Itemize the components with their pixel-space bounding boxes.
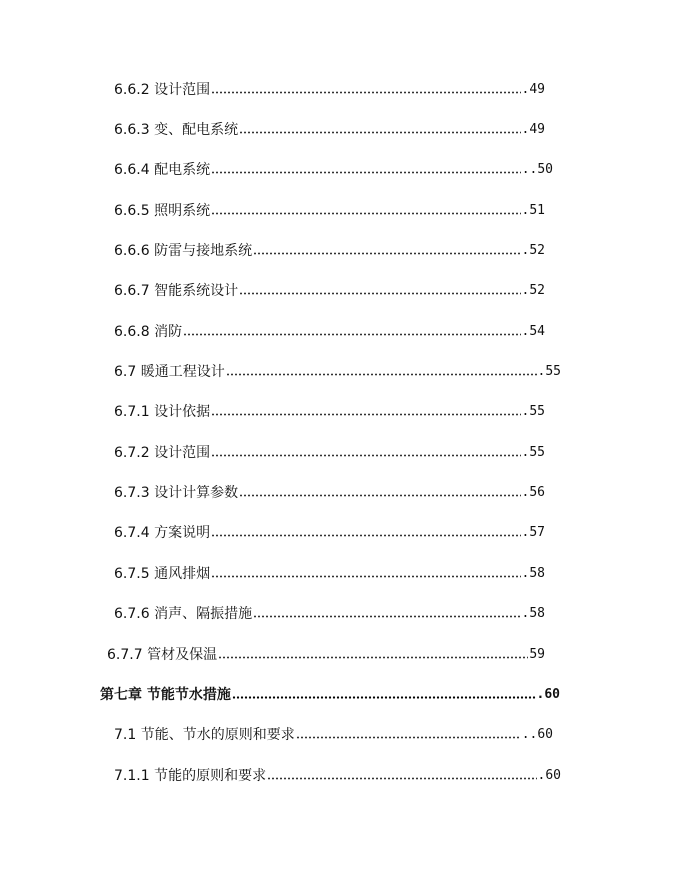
toc-entry-6-7-2[interactable] bbox=[114, 441, 545, 465]
toc-dot-leader bbox=[253, 615, 520, 618]
toc-entry-title: 6.7.4 方案说明 bbox=[114, 525, 211, 541]
toc-dot-leader bbox=[239, 292, 520, 295]
toc-entry-page: .55 bbox=[521, 445, 545, 460]
toc-dot-leader bbox=[211, 575, 520, 578]
toc-entry-page: .55 bbox=[537, 364, 561, 379]
toc-entry-page: ..50 bbox=[521, 162, 553, 177]
toc-entry-6-6-4[interactable] bbox=[114, 158, 553, 182]
toc-entry-page: .49 bbox=[521, 122, 545, 137]
toc-entry-6-6-6[interactable] bbox=[114, 239, 545, 263]
toc-entry-6-7-6[interactable] bbox=[114, 602, 545, 626]
toc-entry-page: .60 bbox=[537, 768, 561, 783]
toc-entry-page: .52 bbox=[521, 243, 545, 258]
toc-entry-6-7[interactable] bbox=[114, 360, 561, 384]
toc-entry-title: 6.6.3 变、配电系统 bbox=[114, 122, 239, 138]
toc-entry-6-6-5[interactable] bbox=[114, 199, 545, 223]
toc-entry-6-7-7[interactable] bbox=[107, 643, 545, 667]
toc-dot-leader bbox=[218, 656, 528, 659]
toc-entry-title: 6.6.5 照明系统 bbox=[114, 203, 211, 219]
toc-entry-6-6-8[interactable] bbox=[114, 320, 545, 344]
toc-entry-title: 6.7.6 消声、隔振措施 bbox=[114, 606, 253, 622]
toc-dot-leader bbox=[296, 736, 521, 739]
toc-entry-page: .58 bbox=[521, 566, 545, 581]
toc-entry-title: 7.1 节能、节水的原则和要求 bbox=[114, 727, 295, 743]
toc-entry-6-7-3[interactable] bbox=[114, 481, 545, 505]
toc-entry-page: 59 bbox=[529, 647, 545, 662]
toc-entry-page: .58 bbox=[521, 606, 545, 621]
toc-dot-leader bbox=[211, 534, 520, 537]
toc-entry-title: 6.7.7 管材及保温 bbox=[107, 647, 218, 663]
toc-entry-page: .54 bbox=[521, 324, 545, 339]
toc-entry-page: .55 bbox=[521, 404, 545, 419]
toc-dot-leader bbox=[267, 777, 536, 780]
toc-entry-chapter-7[interactable] bbox=[100, 683, 560, 707]
toc-entry-7-1-1[interactable] bbox=[114, 764, 561, 788]
toc-dot-leader bbox=[183, 333, 520, 336]
toc-dot-leader bbox=[253, 252, 520, 255]
toc-entry-page: .49 bbox=[521, 82, 545, 97]
toc-entry-6-7-5[interactable] bbox=[114, 562, 545, 586]
toc-entry-title: 6.7 暖通工程设计 bbox=[114, 364, 225, 380]
toc-dot-leader bbox=[211, 91, 520, 94]
toc-entry-title: 6.6.8 消防 bbox=[114, 324, 183, 340]
toc-entry-6-6-7[interactable] bbox=[114, 279, 545, 303]
toc-entry-page: .60 bbox=[536, 687, 560, 702]
toc-dot-leader bbox=[211, 212, 520, 215]
toc-entry-6-7-1[interactable] bbox=[114, 400, 545, 424]
toc-dot-leader bbox=[211, 454, 520, 457]
toc-entry-title: 6.7.2 设计范围 bbox=[114, 445, 211, 461]
toc-entry-title: 6.6.2 设计范围 bbox=[114, 82, 211, 98]
toc-entry-title: 6.6.6 防雷与接地系统 bbox=[114, 243, 253, 259]
toc-dot-leader bbox=[239, 131, 520, 134]
toc-dot-leader bbox=[211, 413, 520, 416]
toc-dot-leader bbox=[211, 171, 521, 174]
toc-entry-6-6-3[interactable] bbox=[114, 118, 545, 142]
toc-entry-title: 6.7.5 通风排烟 bbox=[114, 566, 211, 582]
toc-dot-leader bbox=[226, 373, 537, 376]
toc-entry-title: 第七章 节能节水措施 bbox=[100, 687, 231, 703]
toc-entry-title: 6.6.4 配电系统 bbox=[114, 162, 211, 178]
toc-entry-page: ..60 bbox=[521, 727, 553, 742]
toc-entry-title: 6.7.1 设计依据 bbox=[114, 404, 211, 420]
toc-dot-leader bbox=[232, 696, 536, 699]
toc-entry-title: 7.1.1 节能的原则和要求 bbox=[114, 768, 267, 784]
toc-entry-page: .51 bbox=[521, 203, 545, 218]
toc-entry-page: .52 bbox=[521, 283, 545, 298]
toc-entry-6-6-2[interactable] bbox=[114, 78, 545, 102]
toc-entry-page: .56 bbox=[521, 485, 545, 500]
toc-entry-title: 6.6.7 智能系统设计 bbox=[114, 283, 239, 299]
toc-entry-7-1[interactable] bbox=[114, 723, 553, 747]
toc-entry-page: .57 bbox=[521, 525, 545, 540]
toc-entry-title: 6.7.3 设计计算参数 bbox=[114, 485, 239, 501]
toc-entry-6-7-4[interactable] bbox=[114, 521, 545, 545]
toc-dot-leader bbox=[239, 494, 520, 497]
